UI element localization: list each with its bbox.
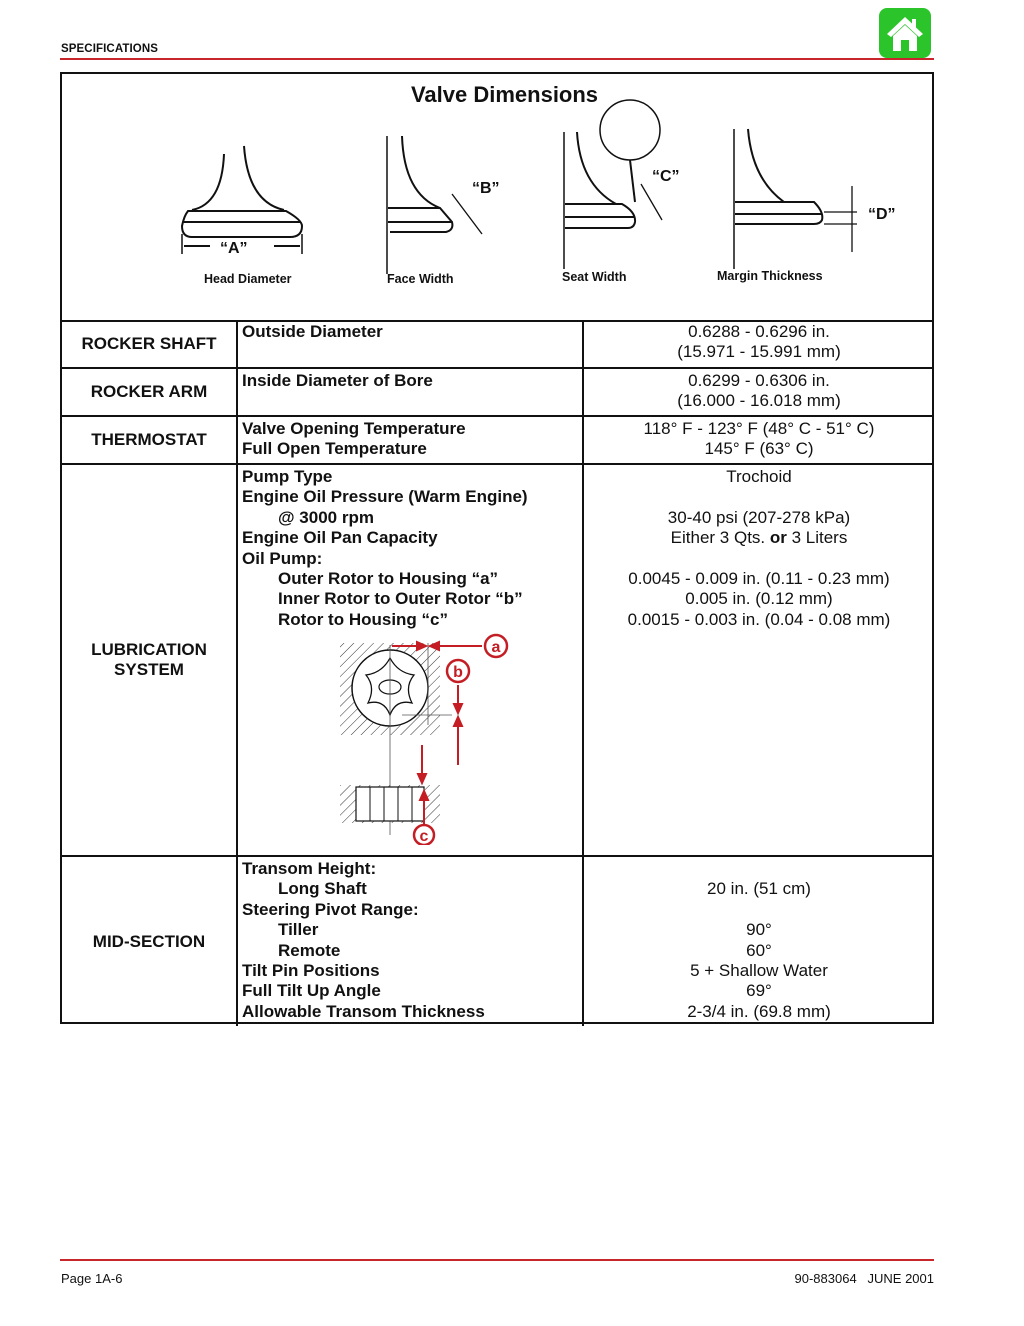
spec-value — [586, 859, 932, 879]
category-label: ROCKER ARM — [62, 369, 238, 415]
spec-item: @ 3000 rpm — [278, 507, 374, 527]
label-b: “B” — [472, 180, 500, 197]
category-label-line: LUBRICATION — [91, 640, 207, 659]
category-label: ROCKER SHAFT — [62, 320, 238, 367]
spec-value — [586, 487, 932, 507]
spec-item: Inside Diameter of Bore — [242, 371, 433, 390]
row-lubrication-system — [62, 465, 932, 857]
diagram-title: Valve Dimensions — [410, 82, 599, 107]
label-c: “C” — [652, 168, 680, 185]
spec-item: Allowable Transom Thickness — [242, 1001, 485, 1021]
value-part: Either 3 Qts. — [670, 528, 770, 548]
row-rocker-shaft — [62, 320, 932, 369]
spec-value — [586, 549, 932, 569]
spec-value: 0.6299 - 0.6306 in. — [688, 371, 830, 390]
label-a: “A” — [220, 240, 248, 257]
spec-item: Tiller — [278, 920, 319, 940]
spec-value: 0.6288 - 0.6296 in. — [688, 322, 830, 341]
spec-value — [586, 528, 932, 548]
spec-item: Full Tilt Up Angle — [242, 981, 381, 1001]
spec-item: Long Shaft — [278, 879, 367, 899]
spec-item: Steering Pivot Range: — [242, 899, 419, 919]
spec-item: Valve Opening Temperature — [242, 419, 466, 438]
row-thermostat — [62, 417, 932, 465]
oil-pump-diagram — [332, 625, 512, 845]
spec-item: Oil Pump: — [242, 548, 323, 568]
spec-item: Inner Rotor to Outer Rotor “b” — [278, 589, 523, 609]
callout-a: a — [491, 639, 501, 656]
spec-item: Remote — [278, 940, 341, 960]
spec-value: 0.0045 - 0.009 in. (0.11 - 0.23 mm) — [628, 568, 890, 588]
spec-item: Engine Oil Pressure (Warm Engine) — [242, 487, 528, 507]
caption-margin-thickness: Margin Thickness — [717, 269, 823, 283]
spec-value: 30-40 psi (207-278 kPa) — [667, 507, 851, 527]
spec-value: 69° — [746, 981, 772, 1001]
label-d: “D” — [868, 206, 896, 223]
row-rocker-arm — [62, 369, 932, 417]
category-label — [62, 465, 238, 855]
header-rule — [60, 58, 934, 60]
spec-item: Rotor to Housing “c” — [278, 609, 448, 629]
spec-item: Pump Type — [242, 467, 333, 486]
spec-table-frame — [60, 72, 934, 1024]
home-icon — [879, 8, 931, 58]
spec-value: (15.971 - 15.991 mm) — [677, 342, 841, 362]
spec-item: Engine Oil Pan Capacity — [242, 528, 438, 548]
spec-value: (16.000 - 16.018 mm) — [677, 391, 841, 411]
spec-value: 118° F - 123° F (48° C - 51° C) — [643, 419, 875, 438]
spec-item: Outside Diameter — [242, 322, 383, 341]
spec-value: 0.005 in. (0.12 mm) — [685, 589, 833, 609]
caption-head-diameter: Head Diameter — [204, 272, 292, 286]
row-mid-section — [62, 857, 932, 1026]
value-part: or — [769, 528, 787, 548]
section-title: SPECIFICATIONS — [61, 43, 159, 55]
spec-item: Transom Height: — [242, 859, 377, 878]
spec-value: 90° — [746, 920, 772, 940]
valve-dimensions-diagram — [62, 74, 932, 322]
category-label-line: SYSTEM — [114, 660, 184, 679]
spec-value: 2-3/4 in. (69.8 mm) — [687, 1001, 831, 1021]
spec-value: 0.0015 - 0.003 in. (0.04 - 0.08 mm) — [627, 609, 891, 629]
caption-face-width: Face Width — [387, 272, 454, 286]
footer-rule — [60, 1259, 934, 1261]
spec-value — [586, 900, 932, 920]
spec-item: Full Open Temperature — [242, 439, 427, 459]
category-label: MID-SECTION — [62, 857, 238, 1026]
page-number: Page 1A-6 — [61, 1271, 123, 1286]
category-label: THERMOSTAT — [62, 417, 238, 463]
spec-value: 5 + Shallow Water — [690, 960, 828, 980]
spec-value: 145° F (63° C) — [704, 439, 814, 459]
spec-item: Tilt Pin Positions — [242, 960, 380, 980]
home-button[interactable] — [879, 8, 931, 58]
spec-value: 20 in. (51 cm) — [707, 879, 811, 899]
callout-b: b — [453, 664, 463, 681]
caption-seat-width: Seat Width — [562, 270, 627, 284]
document-id: 90-883064 JUNE 2001 — [794, 1271, 934, 1286]
spec-value: 60° — [746, 940, 772, 960]
spec-item: Outer Rotor to Housing “a” — [278, 568, 499, 588]
value-part: 3 Liters — [786, 528, 848, 548]
spec-value: Trochoid — [726, 467, 792, 486]
callout-c: c — [419, 828, 429, 845]
